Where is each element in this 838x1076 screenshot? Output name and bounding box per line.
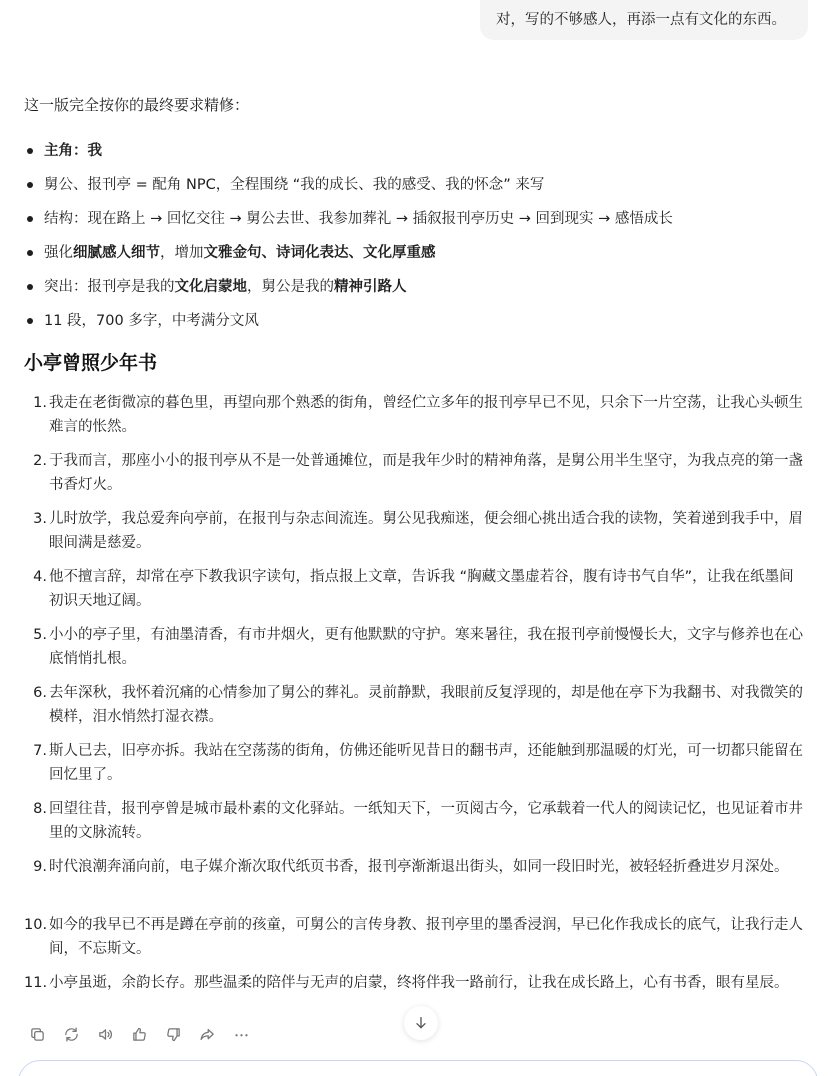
share-button[interactable] — [196, 1023, 218, 1045]
paragraph-number: 8. — [33, 801, 47, 817]
requirement-item — [24, 139, 814, 173]
share-icon — [199, 1026, 216, 1043]
essay-paragraph — [24, 739, 806, 797]
thumbs-down-button[interactable] — [162, 1023, 184, 1045]
paragraph-number: 3. — [33, 511, 47, 527]
requirement-bold-text: 文化启蒙地 — [174, 279, 247, 295]
requirement-item — [24, 309, 814, 343]
user-message-bubble — [480, 0, 808, 40]
bullet-dot — [27, 182, 33, 188]
paragraph-number: 5. — [33, 627, 47, 643]
requirement-bold-text: 文雅金句、诗词化表达、文化厚重感 — [203, 245, 436, 261]
paragraph-text: 如今的我早已不再是蹲在亭前的孩童，可舅公的言传身教、报刊亭里的墨香浸润，早已化作我成长的底气，让我行走人间，不忘斯文。 — [49, 917, 803, 957]
copy-icon — [29, 1026, 46, 1043]
essay-paragraph — [24, 507, 806, 565]
bullet-dot — [27, 284, 33, 290]
essay-paragraph — [24, 681, 806, 739]
read-aloud-icon — [97, 1026, 114, 1043]
requirement-text: ，舅公是我的 — [247, 279, 334, 295]
requirement-item — [24, 173, 814, 207]
essay-paragraph — [24, 565, 806, 623]
paragraph-number: 7. — [33, 743, 47, 759]
requirement-item — [24, 207, 814, 241]
regenerate-icon — [63, 1026, 80, 1043]
paragraph-text: 时代浪潮奔涌向前，电子媒介渐次取代纸页书香，报刊亭渐渐退出街头，如同一段旧时光，被轻轻折叠进岁月深处。 — [49, 859, 789, 875]
essay-paragraph — [24, 623, 806, 681]
requirements-list — [24, 139, 814, 343]
paragraph-number: 2. — [33, 453, 47, 469]
essay-paragraph — [24, 391, 806, 449]
requirement-item — [24, 275, 814, 309]
essay-paragraph — [24, 855, 806, 913]
arrow-down-icon — [413, 1015, 429, 1031]
requirement-bold-text: 精神引路人 — [334, 279, 407, 295]
copy-button[interactable] — [26, 1023, 48, 1045]
bullet-dot — [27, 216, 33, 222]
paragraph-number: 11. — [24, 975, 48, 991]
requirement-text: 11 段，700 多字，中考满分文风 — [44, 313, 259, 329]
more-icon — [233, 1026, 250, 1043]
message-composer[interactable] — [18, 1060, 818, 1076]
thumbs-down-icon — [165, 1026, 182, 1043]
user-message-text: 对，写的不够感人，再添一点有文化的东西。 — [496, 12, 786, 28]
requirement-text: 结构：现在路上 → 回忆交往 → 舅公去世、我参加葬礼 → 插叙报刊亭历史 → 回到现实 → 感悟成长 — [44, 211, 673, 227]
requirement-text: 舅公、报刊亭 = 配角 NPC，全程围绕 “我的成长、我的感受、我的怀念” 来写 — [44, 177, 545, 193]
paragraph-number: 10. — [24, 917, 48, 933]
paragraph-text: 小小的亭子里，有油墨清香，有市井烟火，更有他默默的守护。寒来暑往，我在报刊亭前慢慢长大，文字与修养也在心底悄悄扎根。 — [49, 627, 803, 667]
thumbs-up-icon — [131, 1026, 148, 1043]
paragraph-text: 我走在老街微凉的暮色里，再望向那个熟悉的街角，曾经伫立多年的报刊亭早已不见，只余下一片空荡，让我心头顿生难言的怅然。 — [49, 395, 803, 435]
requirement-bold-text: 细腻感人细节 — [73, 245, 160, 261]
bullet-dot — [27, 250, 33, 256]
paragraph-text: 于我而言，那座小小的报刊亭从不是一处普通摊位，而是我年少时的精神角落，是舅公用半生坚守，为我点亮的第一盏书香灯火。 — [49, 453, 803, 493]
paragraph-text: 儿时放学，我总爱奔向亭前，在报刊与杂志间流连。舅公见我痴迷，便会细心挑出适合我的读物，笑着递到我手中，眉眼间满是慈爱。 — [49, 511, 803, 551]
regenerate-button[interactable] — [60, 1023, 82, 1045]
more-button[interactable] — [230, 1023, 252, 1045]
read-aloud-button[interactable] — [94, 1023, 116, 1045]
paragraph-number: 1. — [33, 395, 47, 411]
essay-paragraph — [24, 797, 806, 855]
scroll-to-bottom-button[interactable] — [404, 1006, 438, 1040]
essay-paragraph — [24, 913, 806, 971]
requirement-item — [24, 241, 814, 275]
assistant-intro: 这一版完全按你的最终要求精修： — [24, 96, 250, 114]
paragraph-number: 6. — [33, 685, 47, 701]
paragraph-number: 9. — [33, 859, 47, 875]
requirement-text: 突出：报刊亭是我的 — [44, 279, 175, 295]
requirement-text: ，增加 — [160, 245, 204, 261]
paragraph-text: 他不擅言辞，却常在亭下教我识字读句，指点报上文章，告诉我 “胸藏文墨虚若谷，腹有诗书气自华”，让我在纸墨间初识天地辽阔。 — [49, 569, 794, 609]
paragraph-text: 去年深秋，我怀着沉痛的心情参加了舅公的葬礼。灵前静默，我眼前反复浮现的，却是他在亭下为我翻书、对我微笑的模样，泪水悄然打湿衣襟。 — [49, 685, 803, 725]
thumbs-up-button[interactable] — [128, 1023, 150, 1045]
essay-paragraph-list — [24, 391, 806, 1029]
response-actions-toolbar — [26, 1022, 264, 1046]
paragraph-text: 回望往昔，报刊亭曾是城市最朴素的文化驿站。一纸知天下，一页阅古今，它承载着一代人的阅读记忆，也见证着市井里的文脉流转。 — [49, 801, 803, 841]
bullet-dot — [27, 148, 33, 154]
requirement-bold-text: 主角：我 — [44, 143, 102, 159]
bullet-dot — [27, 318, 33, 324]
paragraph-text: 小亭虽逝，余韵长存。那些温柔的陪伴与无声的启蒙，终将伴我一路前行，让我在成长路上，心有书香，眼有星辰。 — [49, 975, 789, 991]
paragraph-number: 4. — [33, 569, 47, 585]
essay-paragraph — [24, 449, 806, 507]
requirement-text: 强化 — [44, 245, 73, 261]
paragraph-text: 斯人已去，旧亭亦拆。我站在空荡荡的街角，仿佛还能听见昔日的翻书声，还能触到那温暖的灯光，可一切都只能留在回忆里了。 — [49, 743, 803, 783]
essay-title: 小亭曾照少年书 — [24, 352, 158, 374]
